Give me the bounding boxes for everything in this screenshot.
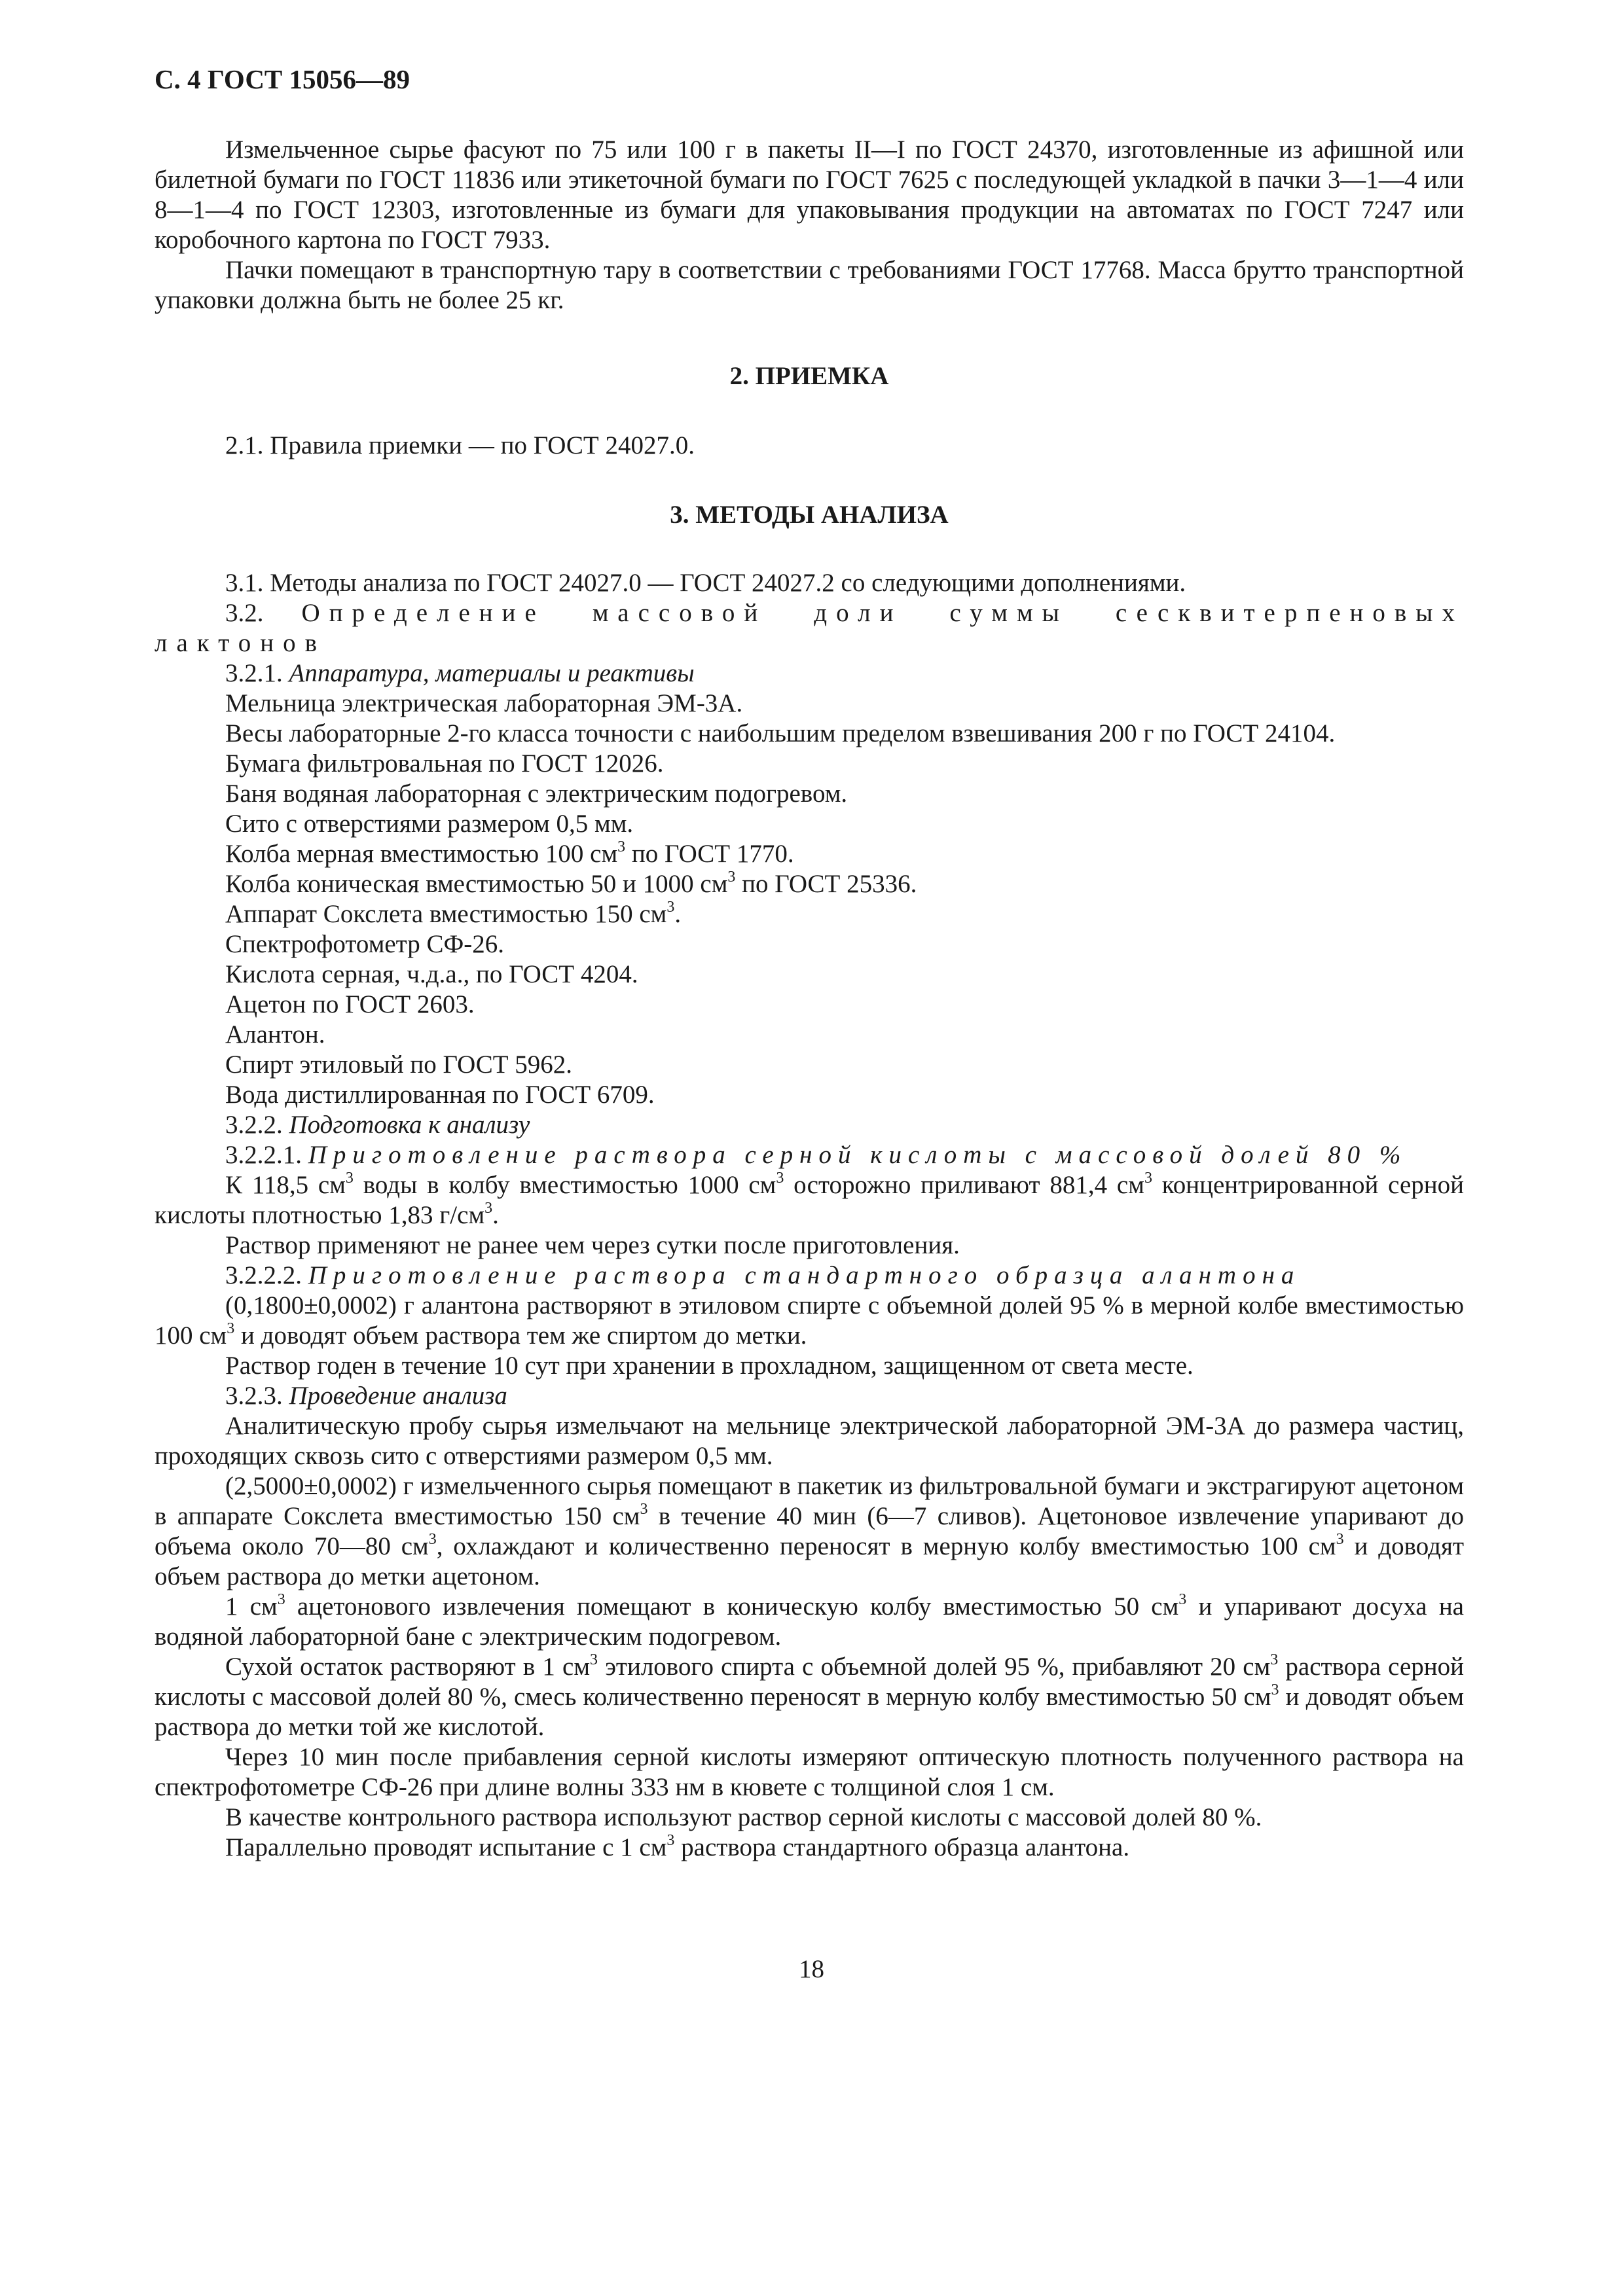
clause-3-2-2-2 [155, 1261, 1464, 1291]
equipment-item: Бумага фильтровальная по ГОСТ 12026. [225, 749, 664, 778]
intro-paragraph-2: Пачки помещают в транспортную тару в соответствии с требованиями ГОСТ 17768. Масса брутто транспортной упаковки должна быть не более 25 кг. [155, 256, 1464, 314]
standard-preparation-text: (0,1800±0,0002) г алантона растворяют в этиловом спирте с объемной долей 95 % в мерной колбе вместимостью 100 $см^3$ и доводят объем раствора тем же спиртом до метки. [155, 1291, 1464, 1350]
section-2-body [155, 431, 1464, 461]
grinding-text: Аналитическую пробу сырья измельчают на мельнице электрической лабораторной ЭМ-3А до размера частиц, проходящих сквозь сито с отверстиями размером 0,5 мм. [155, 1412, 1464, 1470]
section-3-title: 3. МЕТОДЫ АНАЛИЗА [670, 501, 949, 529]
page-header: С. 4 ГОСТ 15056—89 [155, 64, 410, 94]
equipment-item-soxhlet: Аппарат Сокслета вместимостью 150 $см^3$. [225, 899, 682, 928]
equipment-item: Сито с отверстиями размером 0,5 мм. [225, 810, 634, 838]
section-2-title: 2. ПРИЕМКА [729, 362, 889, 390]
control-solution-text: В качестве контрольного раствора используют раствор серной кислоты с массовой долей 80 %. [225, 1803, 1262, 1831]
clause-3-2-title: Определение массовой доли суммы сесквитерпеновых лактонов [155, 599, 1465, 657]
page-number: 18 [799, 1955, 824, 1983]
equipment-item: Вода дистиллированная по ГОСТ 6709. [225, 1081, 655, 1109]
evaporation-text: 1 $см^3$ ацетонового извлечения помещают в коническую колбу вместимостью 50 $см^3$ и упаривают досуха на водяной лабораторной бане с электрическим подогревом. [155, 1591, 1464, 1651]
clause-3-2-2-2-title: Приготовление раствора стандартного образца алантона [308, 1261, 1301, 1289]
equipment-item: Весы лабораторные 2-го класса точности с наибольшим пределом взвешивания 200 г по ГОСТ 24104. [225, 719, 1336, 747]
clause-3-2-2-1-title: Приготовление раствора серной кислоты с массовой долей 80 % [308, 1141, 1408, 1169]
equipment-item: Мельница электрическая лабораторная ЭМ-3А. [225, 689, 743, 717]
equipment-item: Спирт этиловый по ГОСТ 5962. [225, 1050, 573, 1079]
equipment-item: Спектрофотометр СФ-26. [225, 930, 505, 958]
clause-3-2-2-number: 3.2.2. [225, 1111, 283, 1139]
clause-3-2-3-title: Проведение анализа [289, 1382, 507, 1410]
clause-3-2-2-1 [155, 1140, 1464, 1170]
section-3-body [155, 568, 1464, 1863]
parallel-test-text: Параллельно проводят испытание с 1 $см^3$ раствора стандартного образца алантона. [225, 1832, 1130, 1861]
clause-3-2-1-number: 3.2.1. [225, 659, 283, 687]
dissolution-text: Сухой остаток растворяют в 1 $см^3$ этилового спирта с объемной долей 95 %, прибавляют 20 $см^3$ раствора серной кислоты с массовой долей 80 %, смесь количественно переносят в мерную колбу вместимостью 50 $см^3$ и доводят объем раствора до метки той же кислотой. [155, 1651, 1465, 1741]
intro-paragraph-1: Измельченное сырье фасуют по 75 или 100 г в пакеты II—I по ГОСТ 24370, изготовленные из афишной или билетной бумаги по ГОСТ 11836 или этикеточной бумаги по ГОСТ 7625 с последующей укладкой в пачки 3—1—4 или 8—1—4 по ГОСТ 12303, изготовленные из бумаги для упаковывания продукции на автоматах по ГОСТ 7247 или коробочного картона по ГОСТ 7933. [155, 135, 1464, 254]
acid-preparation-text: К 118,5 $см^3$ воды в колбу вместимостью 1000 $см^3$ осторожно приливают 881,4 $см^3$ концентрированной серной кислоты плотностью 1,83 $г/см^3$. [155, 1170, 1464, 1229]
extraction-text: (2,5000±0,0002) г измельченного сырья помещают в пакетик из фильтровальной бумаги и экстрагируют ацетоном в аппарате Сокслета вместимостью 150 $см^3$ в течение 40 мин (6—7 сливов). Ацетоновое извлечение упаривают до объема около 70—80 $см^3$, охлаждают и количественно переносят в мерную колбу вместимостью 100 $см^3$ и доводят объем раствора до метки ацетоном. [155, 1472, 1464, 1590]
equipment-item: Баня водяная лабораторная с электрическим подогревом. [225, 780, 848, 808]
clause-3-2-3-number: 3.2.3. [225, 1382, 283, 1410]
clause-3-2-1-title: Аппаратура, материалы и реактивы [289, 659, 695, 687]
clause-3-2-3 [155, 1381, 1464, 1411]
standard-storage-text: Раствор годен в течение 10 сут при хранении в прохладном, защищенном от света месте. [225, 1352, 1194, 1380]
clause-3-2-number: 3.2. [225, 599, 264, 627]
clause-2-1: 2.1. Правила приемки — по ГОСТ 24027.0. [225, 431, 695, 459]
clause-3-2 [155, 598, 1464, 658]
clause-3-2-2 [155, 1110, 1464, 1140]
equipment-item: Алантон. [225, 1020, 325, 1049]
intro-block [155, 135, 1464, 315]
equipment-item: Ацетон по ГОСТ 2603. [225, 990, 475, 1018]
equipment-item-volumetric-flask: Колба мерная вместимостью 100 $см^3$ по ГОСТ 1770. [225, 838, 794, 868]
acid-usage-text: Раствор применяют не ранее чем через сутки после приготовления. [225, 1231, 960, 1259]
clause-3-1: 3.1. Методы анализа по ГОСТ 24027.0 — ГОСТ 24027.2 со следующими дополнениями. [225, 569, 1186, 597]
clause-3-2-1 [155, 658, 1464, 689]
clause-3-2-2-title: Подготовка к анализу [289, 1111, 530, 1139]
clause-3-2-2-2-number: 3.2.2.2. [225, 1261, 302, 1289]
measurement-text: Через 10 мин после прибавления серной кислоты измеряют оптическую плотность полученного раствора на спектрофотометре СФ-26 при длине волны 333 нм в кювете с толщиной слоя 1 см. [155, 1743, 1464, 1801]
clause-3-2-2-1-number: 3.2.2.1. [225, 1141, 302, 1169]
equipment-item-conical-flask: Колба коническая вместимостью 50 и 1000 $см^3$ по ГОСТ 25336. [225, 869, 917, 898]
equipment-item: Кислота серная, ч.д.а., по ГОСТ 4204. [225, 960, 638, 988]
